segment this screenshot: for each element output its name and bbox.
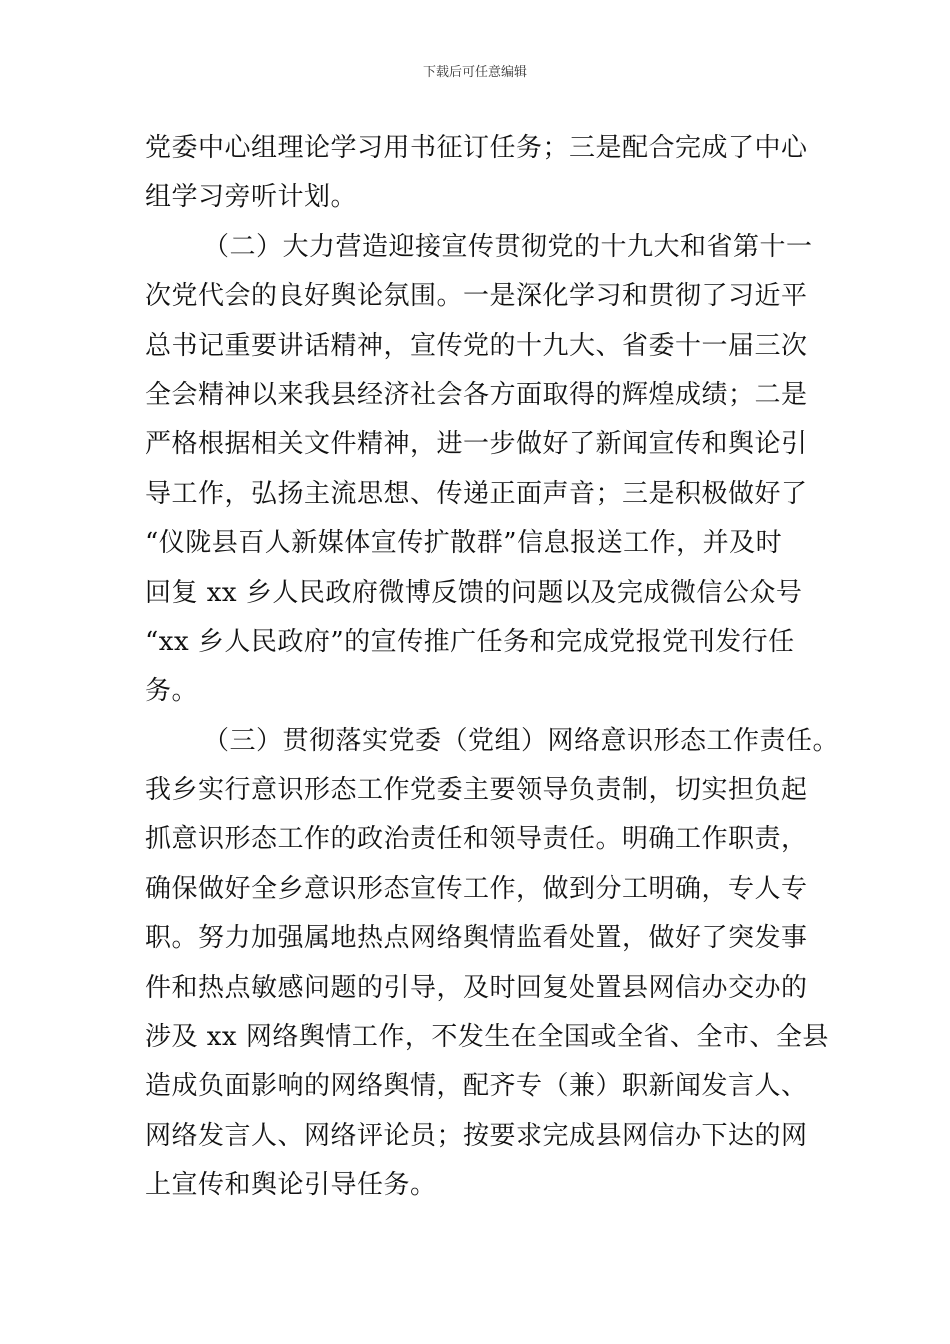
text-line: 组学习旁听计划。: [145, 182, 358, 213]
text-line: 务。: [145, 676, 199, 707]
document-body: [145, 124, 840, 1211]
text-line: 涉及 xx 网络舆情工作，不发生在全国或全省、全市、全县: [145, 1022, 829, 1053]
text-line: 党委中心组理论学习用书征订任务；三是配合完成了中心: [145, 133, 808, 163]
text-line: 确保做好全乡意识形态宣传工作，做到分工明确，专人专: [145, 873, 808, 904]
text-line: 回复 xx 乡人民政府微博反馈的问题以及完成微信公众号: [145, 577, 803, 608]
text-line: 总书记重要讲话精神，宣传党的十九大、省委十一届三次: [145, 330, 808, 361]
text-line: 严格根据相关文件精神，进一步做好了新闻宣传和舆论引: [145, 429, 808, 460]
text-line: 抓意识形态工作的政治责任和领导责任。明确工作职责，: [145, 824, 808, 855]
text-line: 件和热点敏感问题的引导，及时回复处置县网信办交办的: [145, 972, 808, 1003]
text-line: 上宣传和舆论引导任务。: [145, 1170, 437, 1201]
text-line: 职。努力加强属地热点网络舆情监看处置，做好了突发事: [145, 923, 808, 954]
text-line: 次党代会的良好舆论氛围。一是深化学习和贯彻了习近平: [145, 281, 808, 312]
text-line: 全会精神以来我县经济社会各方面取得的辉煌成绩；二是: [145, 379, 808, 410]
paragraph-start-line: （三）贯彻落实党委（党组）网络意识形态工作责任。: [203, 725, 840, 756]
text-line: “仪陇县百人新媒体宣传扩散群”信息报送工作，并及时: [145, 528, 783, 559]
text-line: 造成负面影响的网络舆情，配齐专（兼）职新闻发言人、: [145, 1071, 808, 1102]
text-line: 我乡实行意识形态工作党委主要领导负责制，切实担负起: [145, 775, 808, 806]
page-header: 下载后可任意编辑: [422, 65, 527, 80]
text-line: 导工作，弘扬主流思想、传递正面声音；三是积极做好了: [145, 478, 808, 509]
text-line: “xx 乡人民政府”的宣传推广任务和完成党报党刊发行任: [145, 626, 795, 657]
paragraph-start-line: （二）大力营造迎接宣传贯彻党的十九大和省第十一: [203, 231, 813, 262]
text-line: 网络发言人、网络评论员；按要求完成县网信办下达的网: [145, 1120, 808, 1151]
